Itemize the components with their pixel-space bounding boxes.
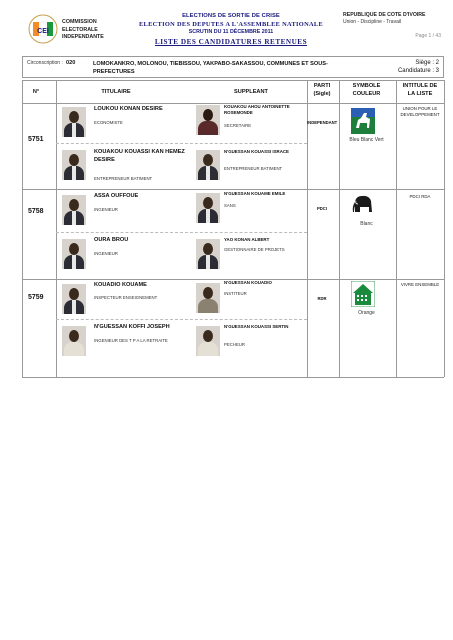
commission-line: ELECTORALE [62, 26, 98, 33]
col-header-parti [307, 82, 337, 102]
suppleant-photo [196, 239, 220, 269]
parti-label: PARTI [313, 83, 331, 89]
col-header-symbole [339, 82, 394, 102]
col-header-titulaire: TITULAIRE [101, 89, 131, 95]
col-header-intitule [396, 82, 444, 102]
titulaire-name: ASSA OUFFOUE [94, 193, 139, 199]
document-title: LISTE DES CANDIDATURES RETENUES [154, 38, 308, 46]
titulaire-job: INSPECTEUR ENSEIGNEMENT [94, 295, 158, 300]
la-liste-label: LA LISTE [407, 91, 433, 97]
elephant-icon [351, 192, 375, 218]
symbol-color: Orange [358, 310, 375, 316]
col-header-number: N° [32, 89, 40, 95]
suppleant-name: N'GUESSAN KOUASSI ISRACE [224, 149, 289, 154]
titulaire-job: INGENIEUR DES T P A LA RETRAITE [94, 338, 168, 343]
suppleant-photo [196, 193, 220, 223]
group-number: 5758 [28, 208, 44, 215]
list-title: PDCI RDA [409, 194, 431, 199]
circonscription-label: Circonscription : [27, 60, 63, 66]
party-sigle: INDEPENDANT [307, 120, 338, 125]
titulaire-name: N'GUESSAN KOFFI JOSEPH [94, 324, 170, 330]
suppleant-name: N'GUESSAN KOUASSI SERTIN [224, 324, 289, 329]
circonscription-number: 020 [66, 60, 76, 66]
candidate-separator [56, 232, 307, 233]
commission-line: COMMISSION [62, 19, 97, 25]
candidate-group [22, 189, 444, 279]
cei-logo-icon [28, 14, 58, 44]
election-title-block [100, 13, 362, 46]
titulaire-photo [62, 284, 86, 314]
titulaire-photo [62, 239, 86, 269]
svg-text:CEI: CEI [37, 28, 49, 35]
house-icon [351, 281, 375, 307]
siege-count: Siège : 2 [415, 60, 439, 66]
suppleant-name: N'GUESSAN KOUAME EMILE [224, 191, 286, 196]
suppleant-name: N'GUESSAN KOUADIO [224, 280, 272, 285]
list-title: UNION POUR LE DEVELOPPEMENT [400, 106, 440, 117]
sigle-label: (Sigle) [313, 91, 331, 97]
couleur-label: COULEUR [352, 91, 381, 97]
group-number: 5751 [28, 136, 44, 143]
suppleant-photo [196, 150, 220, 180]
list-title: VIVRE ENSEMBLE [400, 282, 440, 287]
suppleant-job: SECRETAIRE [224, 123, 252, 128]
titulaire-job: ECONOMISTE [94, 120, 123, 125]
suppleant-name: KOUAKOU AHOU ANTOINETTE ROSEMONDE [224, 104, 290, 115]
suppleant-job: INSTITEUR [224, 291, 247, 296]
titulaire-photo [62, 195, 86, 225]
republic-motto: Union - Discipline - Travail [343, 19, 402, 25]
suppleant-job: SANS [224, 203, 236, 208]
titulaire-name: LOUKOU KONAN DESIRE [94, 106, 163, 112]
circonscription-bar [22, 56, 444, 78]
symbole-label: SYMBOLE [352, 83, 381, 89]
party-sigle: RDR [317, 296, 327, 301]
symbol-color: Bleu Blanc Vert [349, 137, 384, 143]
suppleant-job: ENTREPRENEUR BATIMENT [224, 166, 283, 171]
commission-name [62, 19, 104, 42]
republic-name: REPUBLIQUE DE COTE D'IVOIRE [343, 12, 426, 18]
titulaire-photo [62, 107, 86, 137]
col-header-suppleant: SUPPLEANT [234, 89, 268, 95]
candidate-separator [56, 319, 307, 320]
intitule-label: INTITULE DE [402, 83, 438, 89]
white-horse-icon [351, 108, 375, 134]
suppleant-photo [196, 105, 220, 135]
election-title: ELECTION DES DEPUTES A L'ASSEMBLEE NATIONALE [138, 21, 324, 28]
titulaire-name: OURA BROU [94, 237, 129, 243]
suppleant-name: YAO KONAN ALBERT [224, 237, 270, 242]
suppleant-job: GESTIONNAIRE DE PROJETS [224, 247, 285, 252]
titulaire-photo [62, 150, 86, 180]
document-header [0, 0, 453, 55]
suppleant-job: PECHEUR [224, 342, 246, 347]
table-bottom-border [22, 377, 444, 378]
group-number: 5759 [28, 294, 44, 301]
suppleant-photo [196, 283, 220, 313]
party-sigle: PDCI [316, 206, 327, 211]
titulaire-name: KOUADIO KOUAME [94, 282, 147, 288]
scrutin-date: SCRUTIN DU 11 DÉCEMBRE 2011 [188, 29, 274, 35]
titulaire-job: ENTREPRENEUR BATIMENT [94, 176, 153, 181]
table-top-border [22, 80, 444, 81]
commission-line: INDEPENDANTE [62, 34, 104, 40]
seat-info [398, 59, 439, 75]
republic-block [343, 12, 453, 39]
titulaire-job: INGENIEUR [94, 207, 118, 212]
titulaire-name: KOUAKOU KOUASSI KAN HEMEZ DESIRE [94, 149, 185, 163]
election-type: ELECTIONS DE SORTIE DE CRISE [182, 13, 280, 19]
symbol-color: Blanc [360, 221, 373, 227]
col-separator [444, 80, 445, 377]
titulaire-job: INGENIEUR [94, 251, 118, 256]
titulaire-photo [62, 326, 86, 356]
suppleant-photo [196, 326, 220, 356]
candidate-group [22, 103, 444, 189]
circonscription-name: LOMOKANKRO, MOLONOU, TIEBISSOU, YAKPABO-SAKASSOU, COMMUNES ET SOUS-PREFECTURES [93, 61, 328, 75]
candidate-group [22, 279, 444, 377]
candidature-count: Candidature : 3 [397, 68, 439, 74]
candidate-separator [56, 143, 307, 144]
page-number: Page 1 / 43 [415, 33, 441, 39]
